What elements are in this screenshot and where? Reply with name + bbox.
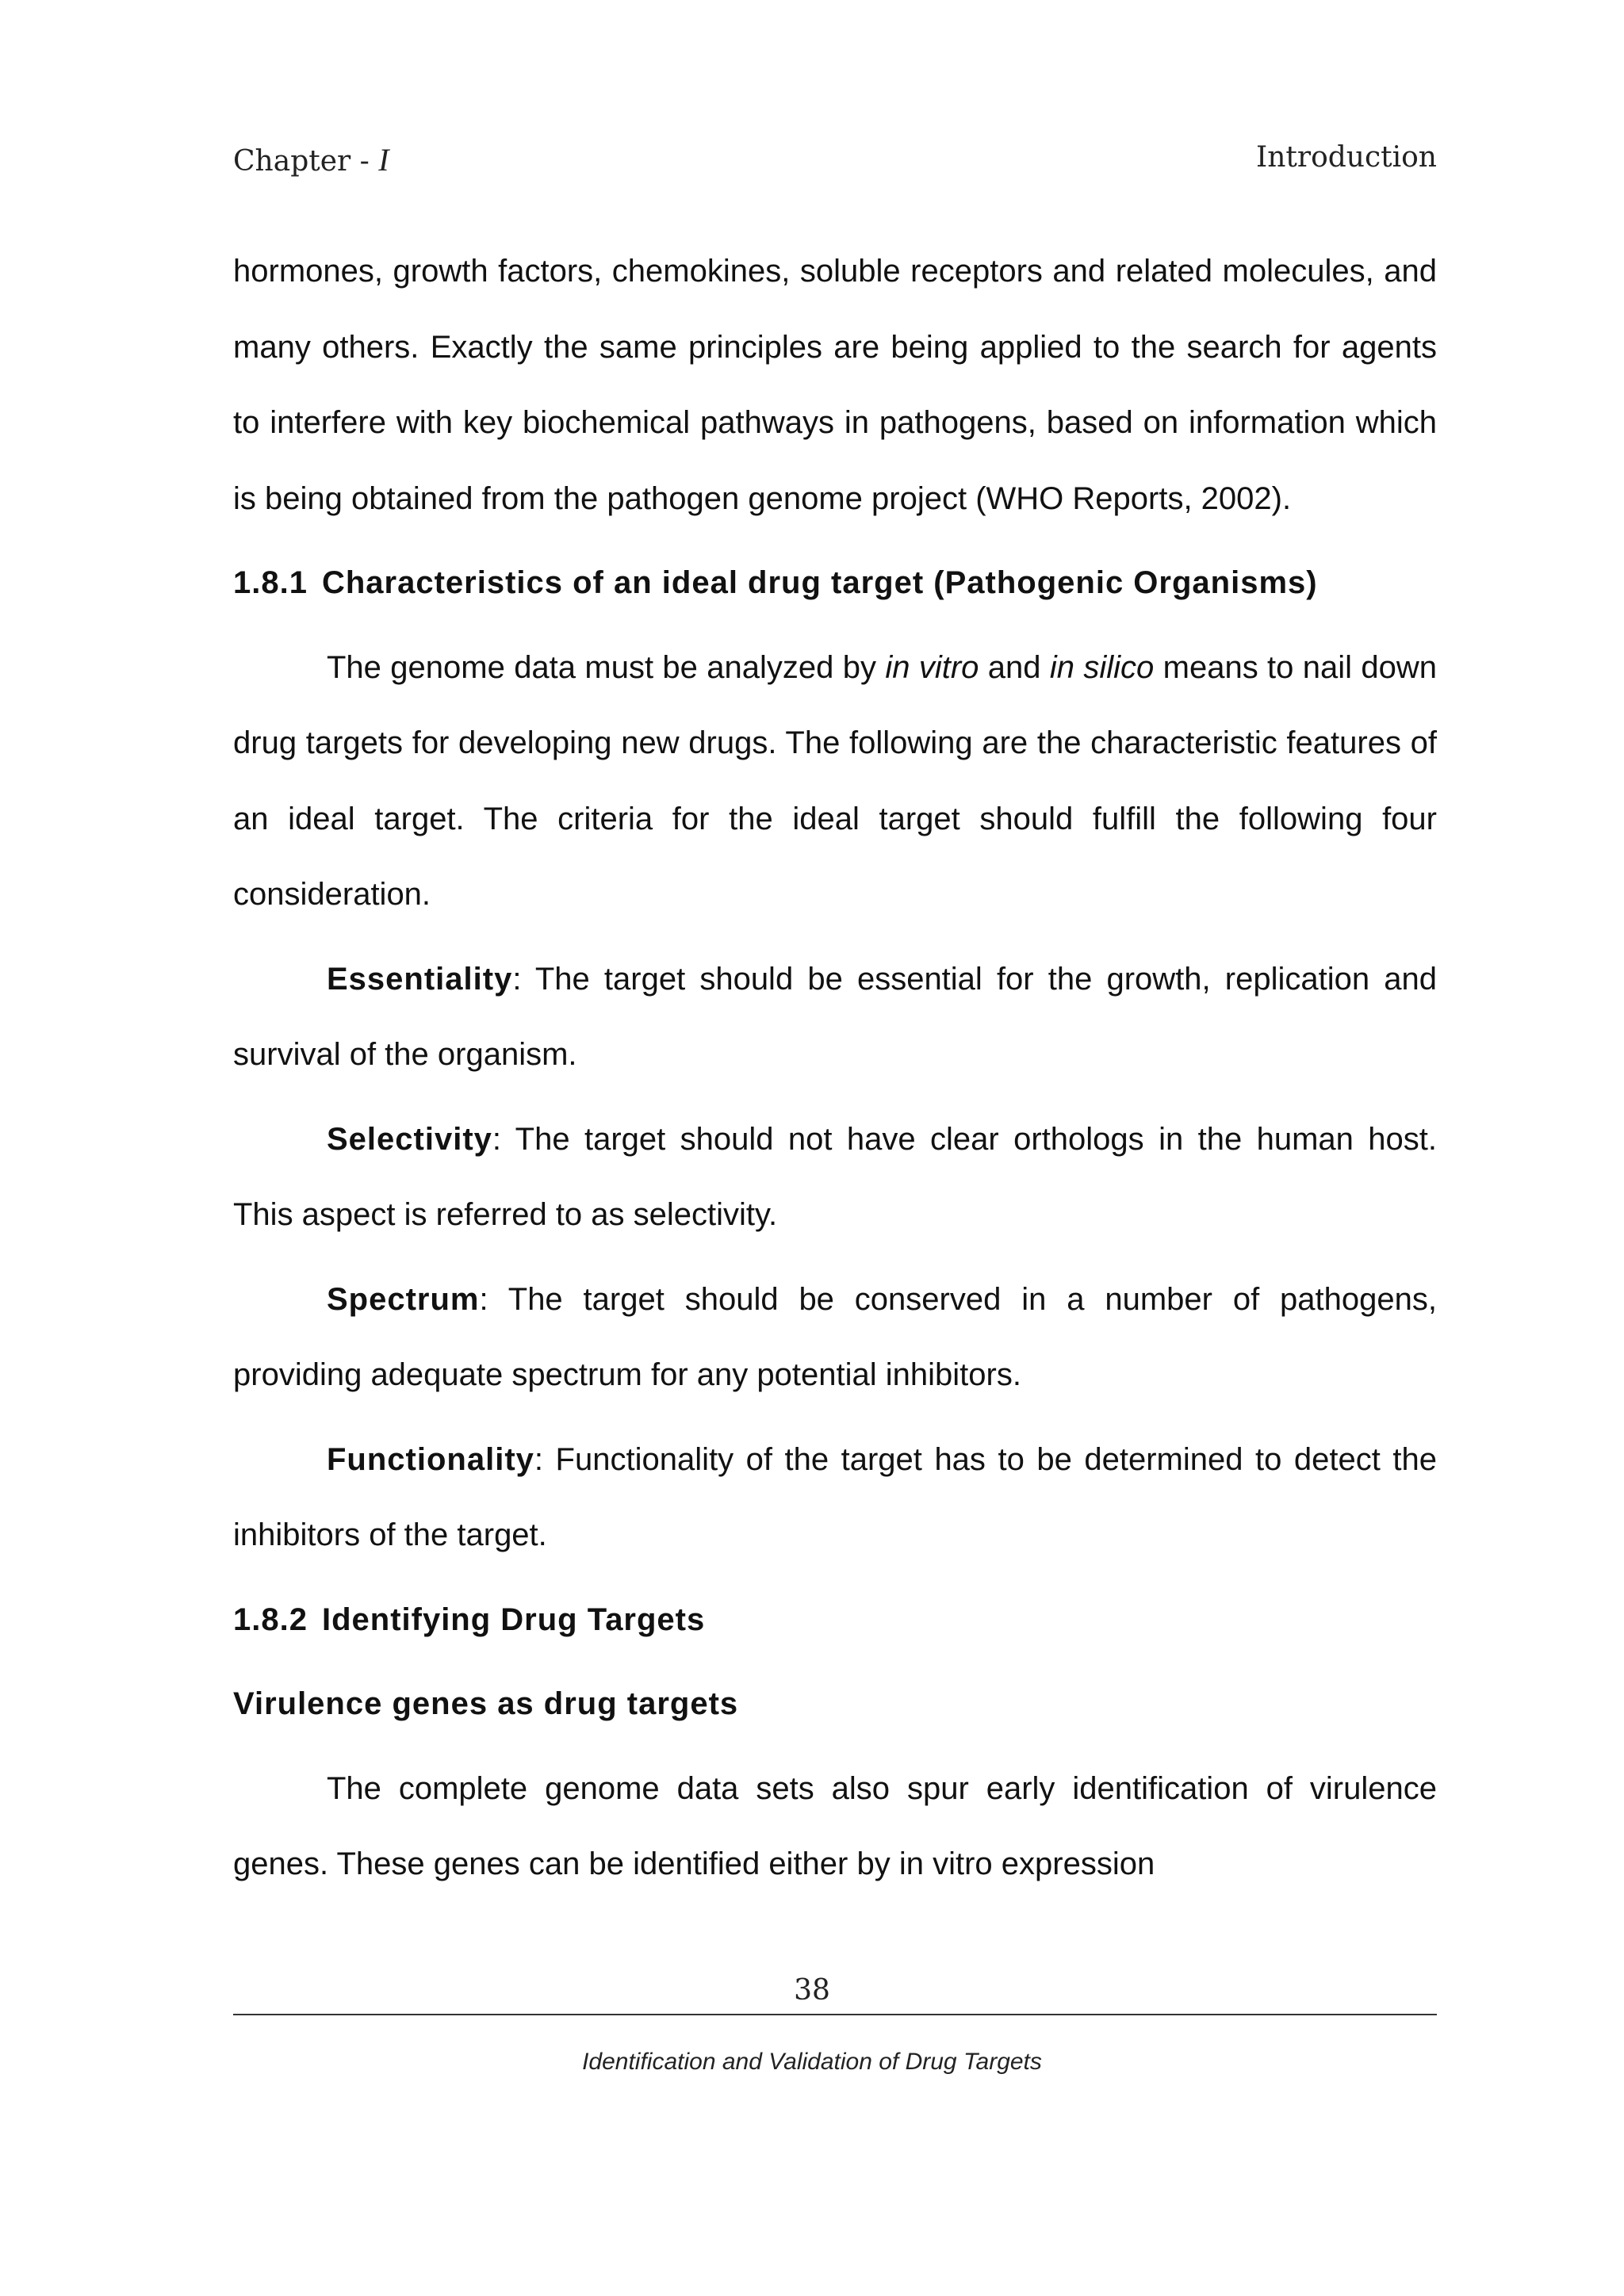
paragraph-genome-data: [233, 630, 1437, 933]
section-heading-1-8-2: [233, 1582, 1437, 1659]
criterion-text: : The target should not have clear orthologs in the human host. This aspect is referred to as selectivity.: [233, 1121, 1437, 1232]
criterion-text: : Functionality of the target has to be determined to detect the inhibitors of the target.: [233, 1441, 1437, 1552]
criterion-functionality: [233, 1422, 1437, 1574]
heading-number: 1.8.1: [233, 565, 308, 600]
criterion-term: Selectivity: [327, 1121, 492, 1157]
subheading-virulence-genes: Virulence genes as drug targets: [233, 1686, 739, 1721]
paragraph-virulence: The complete genome data sets also spur early identification of virulence genes. These genes can be identified either by in vitro expression: [233, 1770, 1437, 1881]
criterion-term: Functionality: [327, 1441, 534, 1477]
section-label: Introduction: [1256, 141, 1437, 174]
italic-term: in vitro: [885, 649, 979, 685]
text-run: and: [979, 649, 1050, 685]
body-text: [233, 234, 1437, 1903]
criterion-term: Essentiality: [327, 961, 513, 997]
heading-title: Characteristics of an ideal drug target (Pathogenic Organisms): [321, 565, 1318, 600]
criterion-selectivity: [233, 1102, 1437, 1253]
paragraph-intro: hormones, growth factors, chemokines, soluble receptors and related molecules, and many others. Exactly the same principles are being applied to the search for agents to interfere with key biochemical pathways in pathogens, based on information which is being obtained from the pathogen genome project (WHO Reports, 2002).: [233, 254, 1437, 516]
text-run: The genome data must be analyzed by: [327, 649, 886, 685]
section-heading-1-8-1: [233, 545, 1437, 622]
page-number: 38: [794, 1974, 830, 2007]
chapter-number: I: [378, 142, 389, 178]
heading-number: 1.8.2: [233, 1601, 308, 1637]
footer-book-title: Identification and Validation of Drug Targets: [582, 2049, 1042, 2075]
running-header: [233, 141, 1437, 181]
italic-term: in silico: [1049, 649, 1155, 685]
criterion-text: : The target should be conserved in a number of pathogens, providing adequate spectrum for any potential inhibitors.: [233, 1281, 1437, 1392]
criterion-essentiality: [233, 942, 1437, 1093]
heading-title: Identifying Drug Targets: [321, 1601, 706, 1637]
criterion-text: : The target should be essential for the growth, replication and survival of the organism.: [233, 961, 1437, 1072]
text-run: means to nail down drug targets for developing new drugs. The following are the characteristic features of an ideal target. The criteria for the ideal target should fulfill the following four consideration.: [233, 649, 1438, 912]
chapter-label: [233, 141, 389, 178]
chapter-label-text: Chapter -: [233, 145, 379, 178]
criterion-term: Spectrum: [327, 1281, 480, 1317]
criterion-spectrum: [233, 1262, 1437, 1414]
footer-divider: [233, 2014, 1437, 2015]
